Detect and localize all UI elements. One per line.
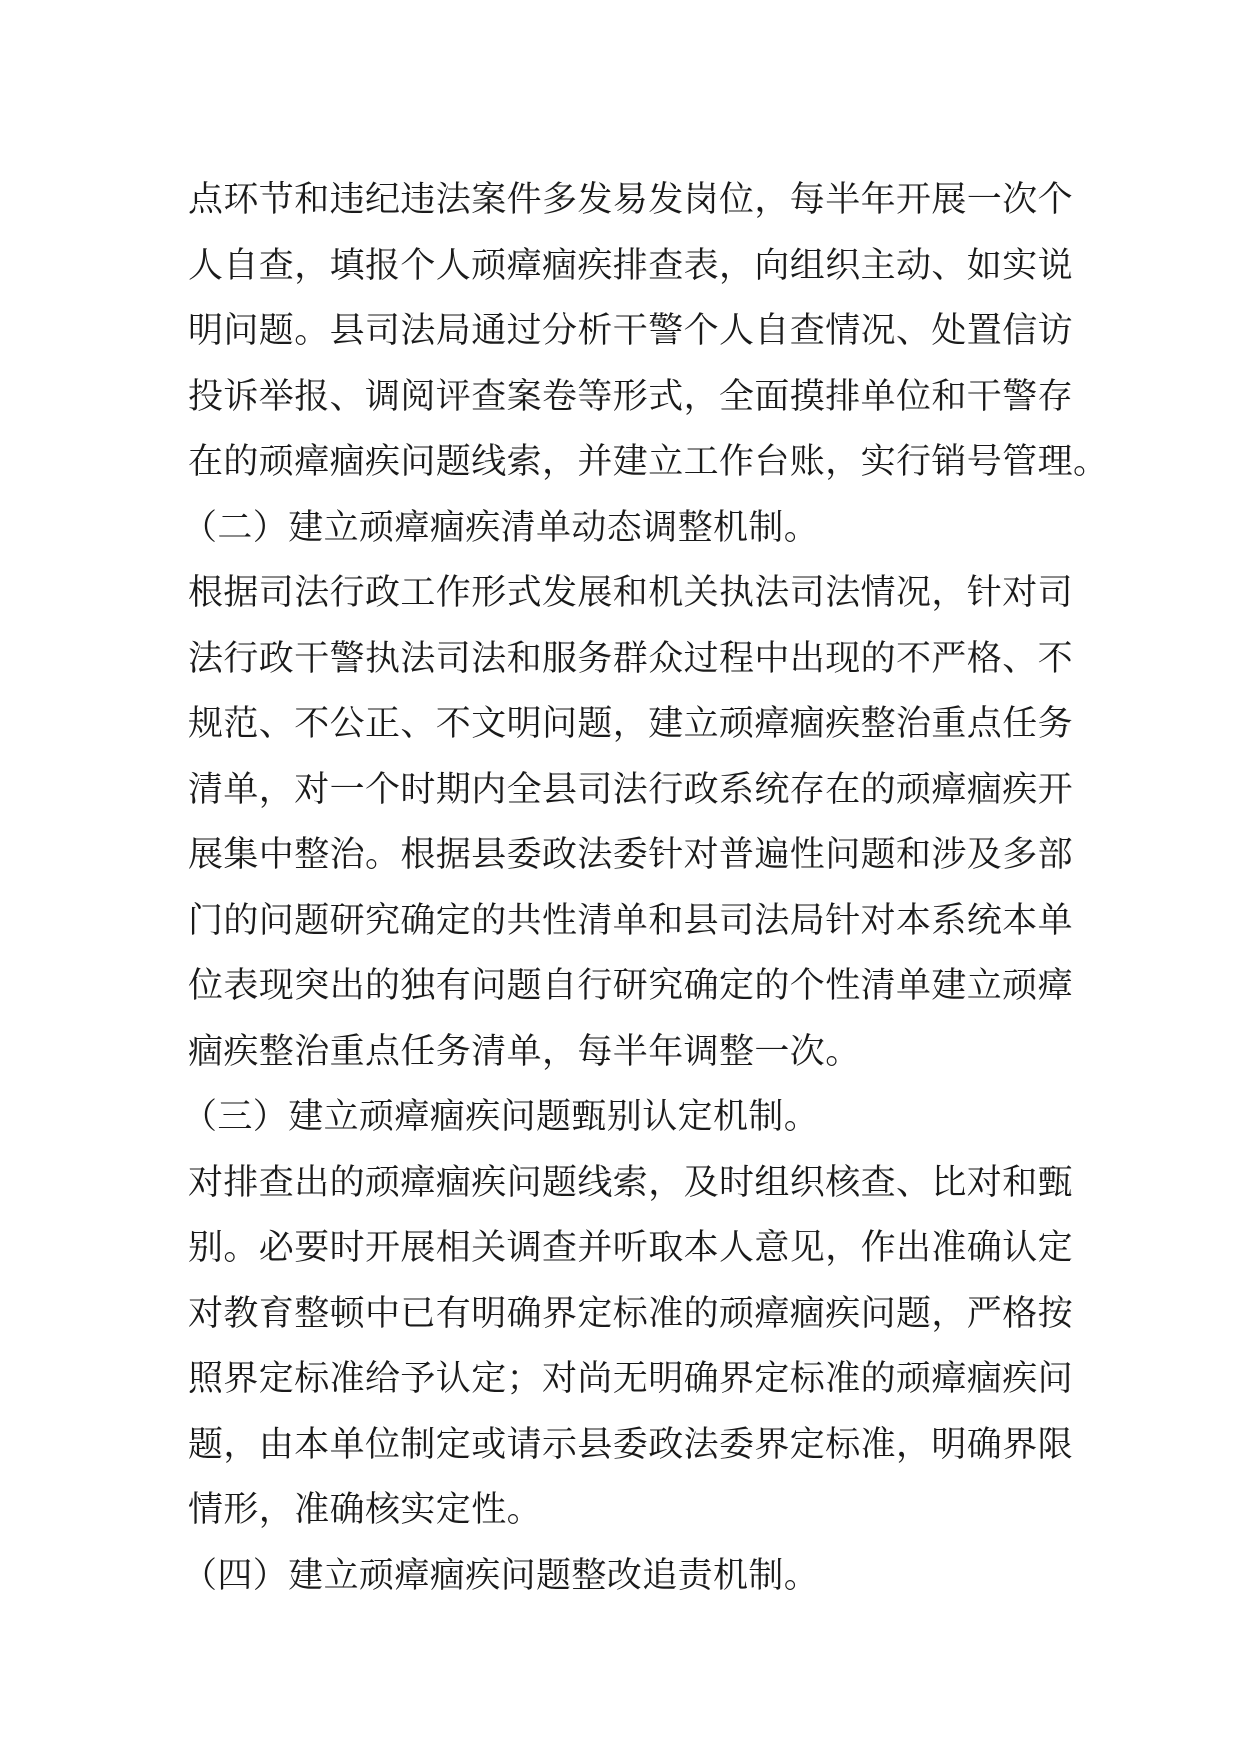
paragraph-line: 展集中整治。根据县委政法委针对普遍性问题和涉及多部 xyxy=(188,835,1074,875)
paragraph-line: 法行政干警执法司法和服务群众过程中出现的不严格、不 xyxy=(188,638,1074,679)
paragraph-line: 别。必要时开展相关调查并听取本人意见，作出准确认定 xyxy=(188,1228,1074,1268)
paragraph-line: 投诉举报、调阅评查案卷等形式，全面摸排单位和干警存 xyxy=(188,376,1074,417)
paragraph-line: 位表现突出的独有问题自行研究确定的个性清单建立顽瘴 xyxy=(188,966,1074,1006)
section-heading: （二）建立顽瘴痼疾清单动态调整机制。 xyxy=(182,507,820,548)
paragraph-line: 题，由本单位制定或请示县委政法委界定标准，明确界限 xyxy=(188,1424,1074,1465)
paragraph-line: 人自查，填报个人顽瘴痼疾排查表，向组织主动、如实说 xyxy=(188,245,1074,286)
paragraph-line: 规范、不公正、不文明问题，建立顽瘴痼疾整治重点任务 xyxy=(188,704,1074,744)
paragraph-line: 对教育整顿中已有明确界定标准的顽瘴痼疾问题，严格按 xyxy=(188,1293,1074,1334)
paragraph-line: 痼疾整治重点任务清单，每半年调整一次。 xyxy=(188,1031,861,1072)
document-body xyxy=(182,168,1109,1609)
paragraph-line: 门的问题研究确定的共性清单和县司法局针对本系统本单 xyxy=(188,900,1074,941)
paragraph-line: 照界定标准给予认定；对尚无明确界定标准的顽瘴痼疾问 xyxy=(188,1359,1074,1399)
section-heading: （四）建立顽瘴痼疾问题整改追责机制。 xyxy=(182,1555,820,1596)
paragraph-line: 在的顽瘴痼疾问题线索，并建立工作台账，实行销号管理。 xyxy=(188,442,1109,482)
paragraph-line: 对排查出的顽瘴痼疾问题线索，及时组织核查、比对和甄 xyxy=(188,1162,1074,1203)
section-heading: （三）建立顽瘴痼疾问题甄别认定机制。 xyxy=(182,1097,820,1137)
paragraph-line: 根据司法行政工作形式发展和机关执法司法情况，针对司 xyxy=(188,573,1074,613)
paragraph-line: 清单，对一个时期内全县司法行政系统存在的顽瘴痼疾开 xyxy=(188,769,1074,810)
paragraph-line: 明问题。县司法局通过分析干警个人自查情况、处置信访 xyxy=(188,311,1074,351)
paragraph-line: 点环节和违纪违法案件多发易发岗位，每半年开展一次个 xyxy=(188,180,1074,220)
paragraph-line: 情形，准确核实定性。 xyxy=(188,1490,543,1530)
